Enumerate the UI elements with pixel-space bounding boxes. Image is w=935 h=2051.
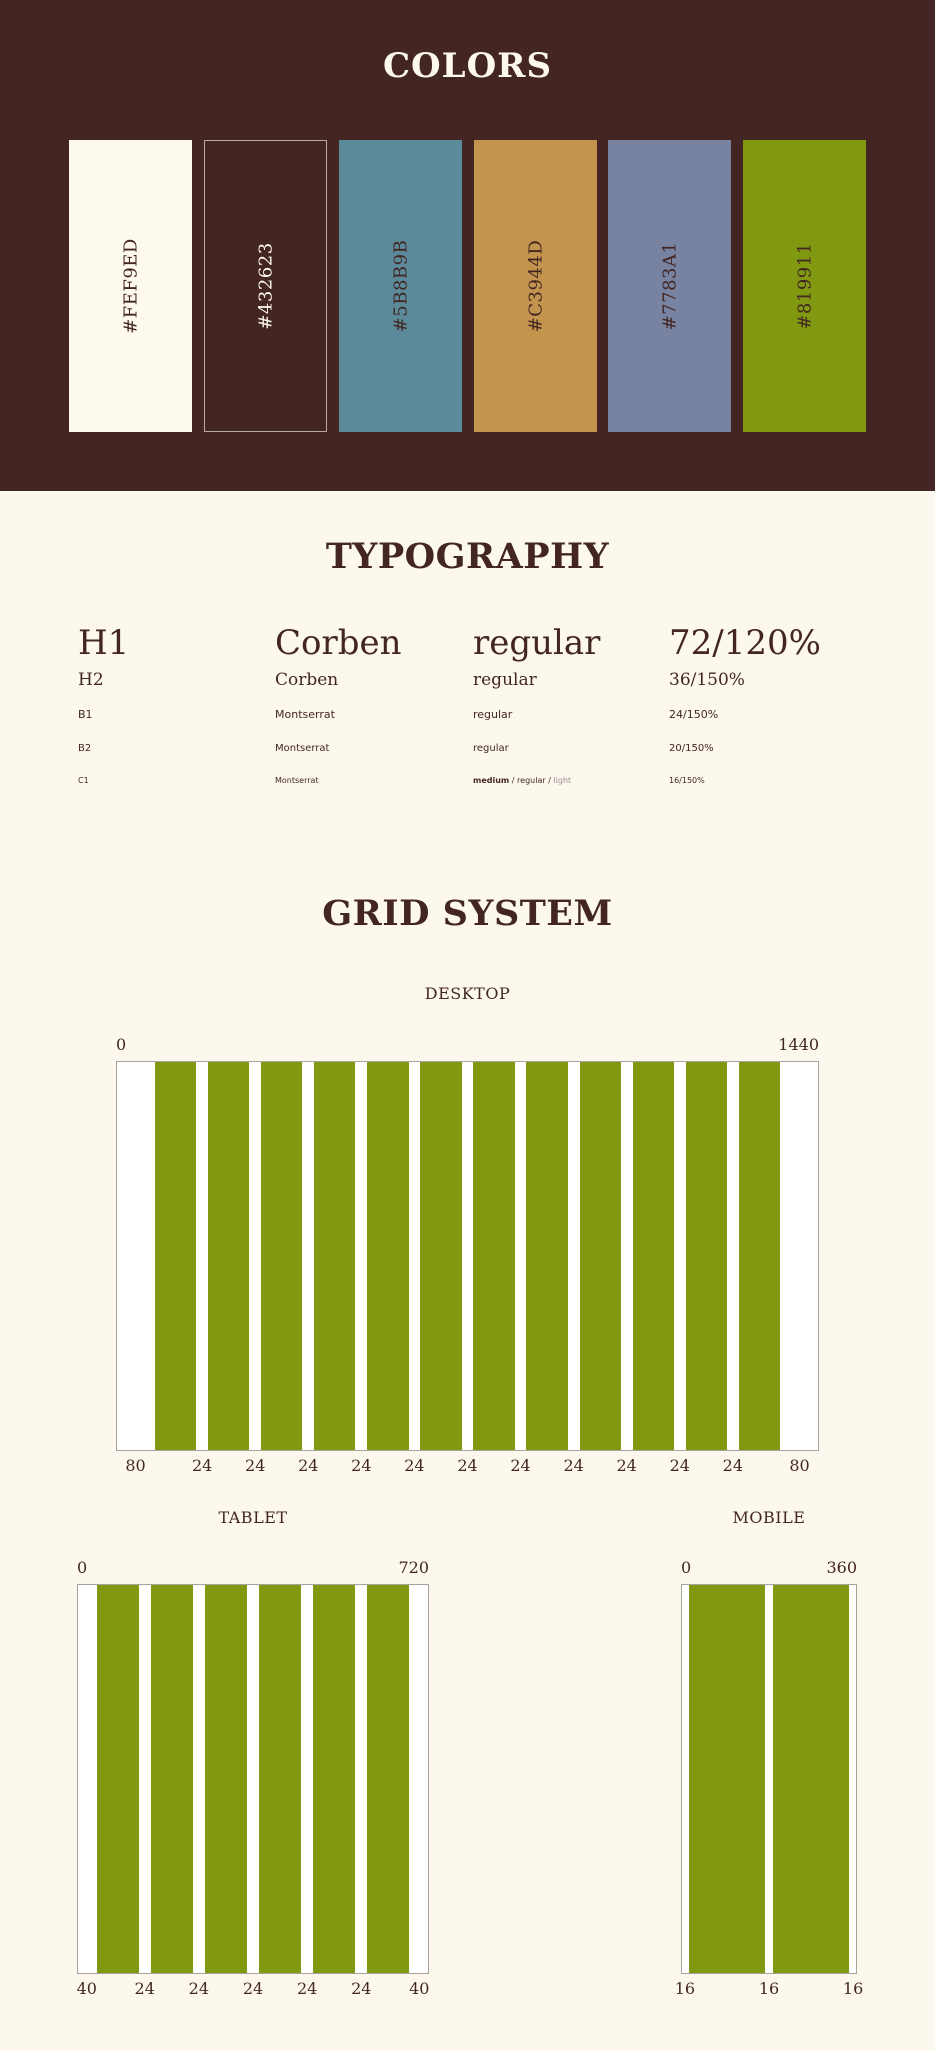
desktop-gutter-label: 24 [457, 1456, 478, 1475]
tablet-grid-column [259, 1585, 301, 1973]
desktop-gutter-label: 24 [245, 1456, 266, 1475]
color-swatch [608, 140, 731, 432]
desktop-grid-column [526, 1062, 567, 1450]
weight-separator: / [509, 776, 518, 785]
desktop-margin-right: 80 [789, 1456, 810, 1475]
tablet-grid-column [313, 1585, 355, 1973]
tablet-gutter-label: 24 [134, 1979, 155, 1998]
type-font-name: Corben [275, 623, 402, 663]
desktop-grid-column [580, 1062, 621, 1450]
desktop-grid-column [367, 1062, 408, 1450]
tablet-grid-frame [77, 1584, 429, 1974]
tablet-gutter-label: 24 [296, 1979, 318, 1998]
mobile-grid-column [689, 1585, 765, 1973]
desktop-gutter-label: 24 [404, 1456, 425, 1475]
tablet-label: TABLET [218, 1508, 288, 1527]
desktop-grid-frame [116, 1061, 819, 1451]
mobile-margin-right: 16 [842, 1979, 864, 1998]
weight-light: light [553, 776, 572, 785]
swatch-hex-label: #FEF9ED [120, 238, 141, 334]
tablet-start-value: 0 [77, 1558, 88, 1577]
desktop-grid-column [686, 1062, 727, 1450]
desktop-gutter-label: 24 [351, 1456, 372, 1475]
weight-regular: regular [517, 776, 546, 785]
swatch-hex-label: #7783A1 [659, 241, 680, 331]
desktop-gutter-label: 24 [616, 1456, 637, 1475]
tablet-margin-right: 40 [409, 1979, 430, 1998]
desktop-grid-column [473, 1062, 514, 1450]
swatch-hex-label: #C3944D [525, 239, 546, 333]
mobile-margin-left: 16 [674, 1979, 696, 1998]
type-weight: regular [473, 743, 509, 754]
desktop-end-value: 1440 [778, 1035, 819, 1054]
desktop-grid-column [261, 1062, 302, 1450]
desktop-grid-column [633, 1062, 674, 1450]
type-weight [473, 777, 571, 785]
desktop-grid-column [314, 1062, 355, 1450]
type-font-name: Corben [275, 670, 339, 690]
tablet-gutter-label: 24 [188, 1979, 210, 1998]
desktop-grid-column [155, 1062, 196, 1450]
desktop-gutter-label: 24 [298, 1456, 319, 1475]
type-weight: regular [473, 708, 513, 721]
mobile-label: MOBILE [732, 1508, 806, 1527]
desktop-gutter-label: 24 [191, 1456, 213, 1475]
type-style-name: H1 [78, 623, 130, 663]
swatch-hex-label: #5B8B9B [390, 239, 411, 333]
typography-title: TYPOGRAPHY [325, 536, 610, 577]
type-weight: regular [473, 623, 601, 663]
type-font-name: Montserrat [275, 708, 335, 721]
color-swatch [743, 140, 866, 432]
desktop-gutter-label: 24 [669, 1456, 690, 1475]
color-swatch [204, 140, 327, 432]
type-weight: regular [473, 670, 537, 690]
mobile-grid-column [773, 1585, 849, 1973]
colors-title: COLORS [382, 46, 552, 86]
desktop-start-value: 0 [116, 1035, 127, 1054]
color-swatch [474, 140, 597, 432]
color-swatch [69, 140, 192, 432]
mobile-end-value: 360 [826, 1558, 857, 1577]
mobile-grid-frame [681, 1584, 857, 1974]
desktop-grid-column [739, 1062, 780, 1450]
tablet-end-value: 720 [398, 1558, 429, 1577]
tablet-grid-column [205, 1585, 247, 1973]
swatch-hex-label: #432623 [255, 242, 276, 330]
swatch-hex-label: #819911 [794, 242, 815, 330]
desktop-gutter-label: 24 [563, 1456, 584, 1475]
tablet-grid-column [151, 1585, 193, 1973]
tablet-grid-column [97, 1585, 139, 1973]
type-style-name: H2 [78, 670, 104, 690]
tablet-gutter-label: 24 [242, 1979, 264, 1998]
desktop-grid-column [208, 1062, 249, 1450]
type-size: 72/120% [669, 623, 821, 663]
weight-separator: / [545, 776, 554, 785]
type-style-name: B2 [78, 743, 92, 754]
desktop-label: DESKTOP [424, 984, 511, 1003]
type-style-name: B1 [78, 708, 93, 721]
desktop-gutter-label: 24 [722, 1456, 743, 1475]
desktop-grid-column [420, 1062, 461, 1450]
mobile-start-value: 0 [681, 1558, 692, 1577]
desktop-margin-left: 80 [125, 1456, 146, 1475]
color-swatch [339, 140, 462, 432]
mobile-gutter-label: 16 [758, 1979, 780, 1998]
tablet-grid-column [367, 1585, 409, 1973]
tablet-gutter-label: 24 [351, 1979, 372, 1998]
tablet-margin-left: 40 [76, 1979, 97, 1998]
type-size: 24/150% [669, 708, 719, 721]
desktop-gutter-label: 24 [510, 1456, 531, 1475]
type-style-name: C1 [78, 776, 89, 785]
type-font-name: Montserrat [275, 743, 330, 754]
weight-medium: medium [473, 776, 510, 785]
type-size: 36/150% [669, 670, 745, 690]
colors-section [0, 0, 935, 491]
type-size: 16/150% [669, 776, 705, 785]
type-size: 20/150% [669, 743, 714, 754]
type-font-name: Montserrat [275, 776, 319, 785]
grid-system-title: GRID SYSTEM [322, 893, 613, 934]
